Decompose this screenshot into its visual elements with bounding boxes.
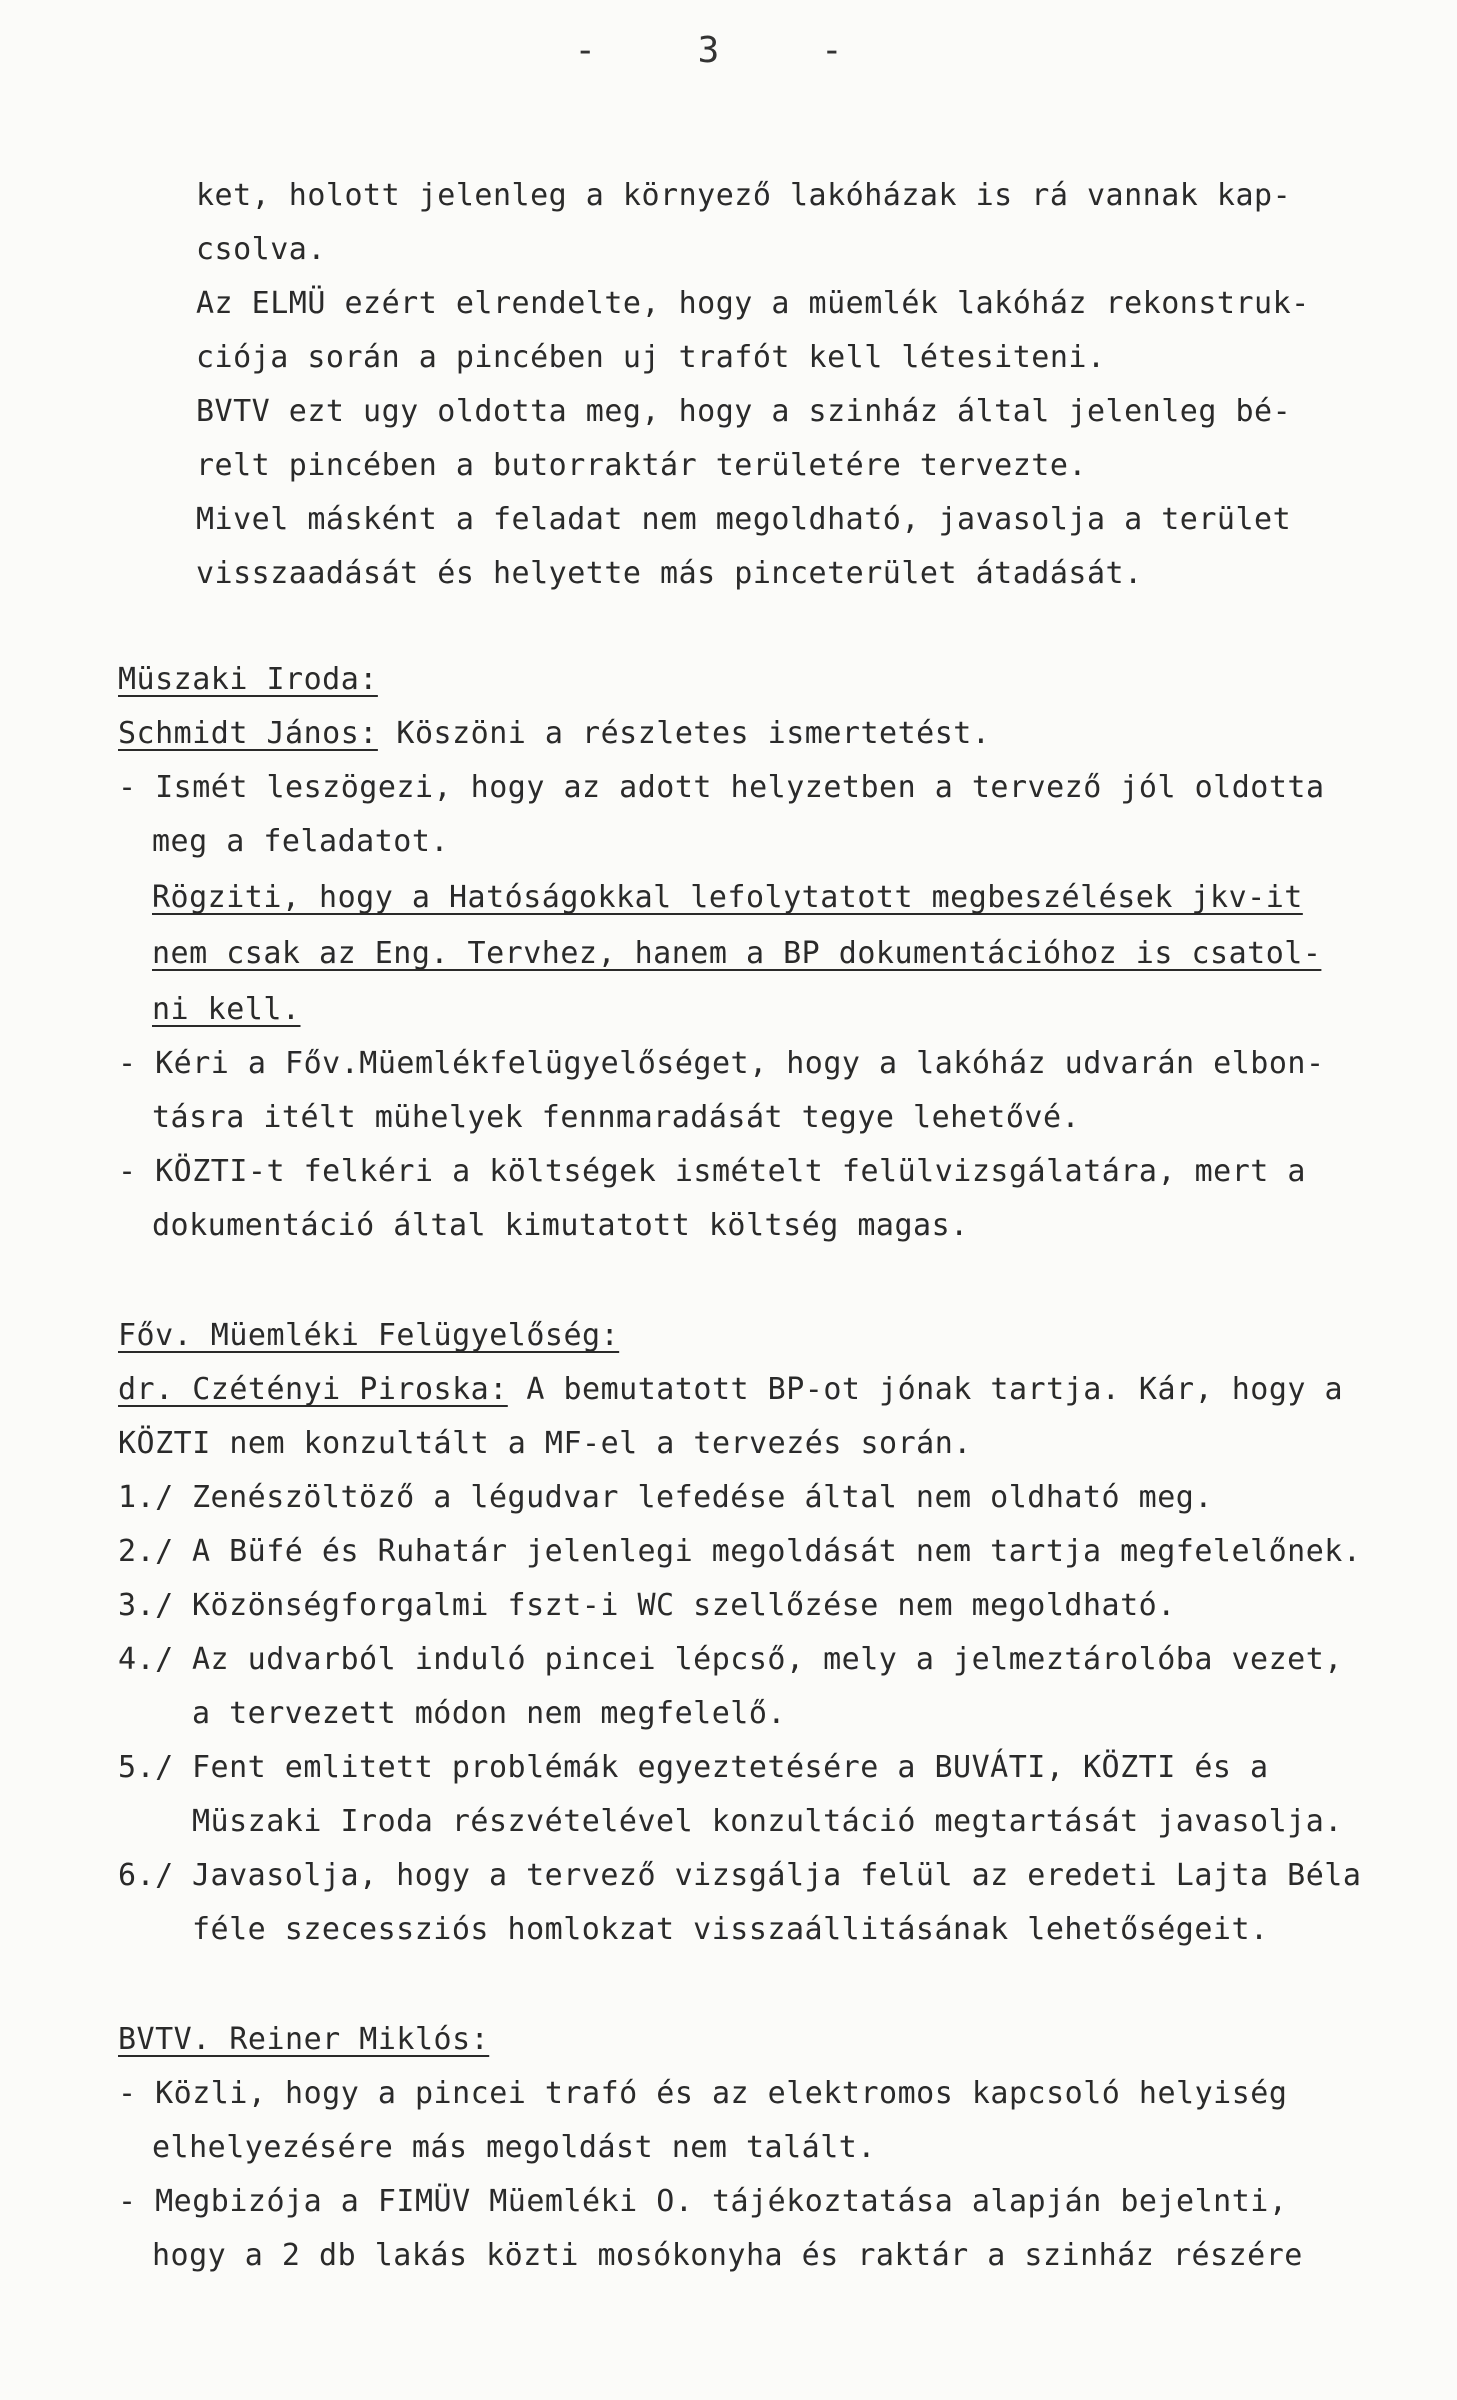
speaker-text: Köszöni a részletes ismertetést. [377,716,991,751]
page-number: - 3 - [574,30,883,71]
list-item [118,1534,1361,1570]
text-line: meg a feladatot. [152,824,449,859]
text-line: - Megbizója a FIMÜV Müemléki O. tájékoztatása alapján bejelnti, [118,2184,1288,2219]
speaker-name: Schmidt János: [118,716,378,751]
list-text: A Büfé és Ruhatár jelenlegi megoldását nem tartja megfelelőnek. [192,1534,1362,1569]
list-item [118,1480,1213,1516]
text-line: tásra itélt mühelyek fennmaradását tegye lehetővé. [152,1100,1081,1135]
text-line: Az ELMÜ ezért elrendelte, hogy a müemlék lakóház rekonstruk- [196,286,1310,321]
list-text: Zenészöltöző a légudvar lefedése által nem oldható meg. [192,1480,1213,1515]
list-text-cont: a tervezett módon nem megfelelő. [192,1696,786,1731]
text-line: csolva. [196,232,326,267]
section-heading-fov: Főv. Müemléki Felügyelőség: [118,1318,620,1353]
text-line: - KÖZTI-t felkéri a költségek ismételt felülvizsgálatára, mert a [118,1154,1306,1189]
list-text: Fent emlitett problémák egyeztetésére a BUVÁTI, KÖZTI és a [192,1750,1269,1785]
list-number: 2./ [118,1534,174,1569]
text-line: ket, holott jelenleg a környező lakóházak is rá vannak kap- [196,178,1292,213]
list-item [118,1588,1176,1624]
list-item [118,1858,1361,1894]
list-number: 1./ [118,1480,174,1515]
list-text: Közönségforgalmi fszt-i WC szellőzése nem megoldható. [192,1588,1176,1623]
text-line: elhelyezésére más megoldást nem talált. [152,2130,876,2165]
list-number: 4./ [118,1642,174,1677]
list-text: Javasolja, hogy a tervező vizsgálja felül az eredeti Lajta Béla [192,1858,1362,1893]
list-text: Az udvarból induló pincei lépcső, mely a jelmeztárolóba vezet, [192,1642,1343,1677]
list-number: 3./ [118,1588,174,1623]
list-text-cont: Müszaki Iroda részvételével konzultáció megtartását javasolja. [192,1804,1343,1839]
section-heading-muszaki: Müszaki Iroda: [118,662,378,697]
text-line: Mivel másként a feladat nem megoldható, javasolja a terület [196,502,1292,537]
text-line: BVTV ezt ugy oldotta meg, hogy a szinház által jelenleg bé- [196,394,1292,429]
text-line: ciója során a pincében uj trafót kell létesiteni. [196,340,1106,375]
text-line: - Kéri a Főv.Müemlékfelügyelőséget, hogy a lakóház udvarán elbon- [118,1046,1325,1081]
text-line: - Ismét leszögezi, hogy az adott helyzetben a tervező jól oldotta [118,770,1325,805]
section-heading-bvtv: BVTV. Reiner Miklós: [118,2022,490,2057]
text-line: visszaadását és helyette más pinceterület átadását. [196,556,1143,591]
speaker-text: A bemutatott BP-ot jónak tartja. Kár, hogy a [507,1372,1344,1407]
speaker-name: dr. Czétényi Piroska: [118,1372,508,1407]
list-item [118,1642,1343,1678]
speaker-line [118,1372,1343,1408]
text-line: KÖZTI nem konzultált a MF-el a tervezés során. [118,1426,972,1461]
list-number: 6./ [118,1858,174,1893]
speaker-line [118,716,990,752]
text-line: - Közli, hogy a pincei trafó és az elektromos kapcsoló helyiség [118,2076,1288,2111]
list-item [118,1750,1269,1786]
underlined-line: nem csak az Eng. Tervhez, hanem a BP dokumentációhoz is csatol- [152,936,1322,971]
text-line: dokumentáció által kimutatott költség magas. [152,1208,969,1243]
list-text-cont: féle szecessziós homlokzat visszaállitásának lehetőségeit. [192,1912,1269,1947]
text-line: hogy a 2 db lakás közti mosókonyha és raktár a szinház részére [152,2238,1303,2273]
underlined-line: ni kell. [152,992,301,1027]
list-number: 5./ [118,1750,174,1785]
underlined-line: Rögziti, hogy a Hatóságokkal lefolytatott megbeszélések jkv-it [152,880,1303,915]
text-line: relt pincében a butorraktár területére tervezte. [196,448,1087,483]
